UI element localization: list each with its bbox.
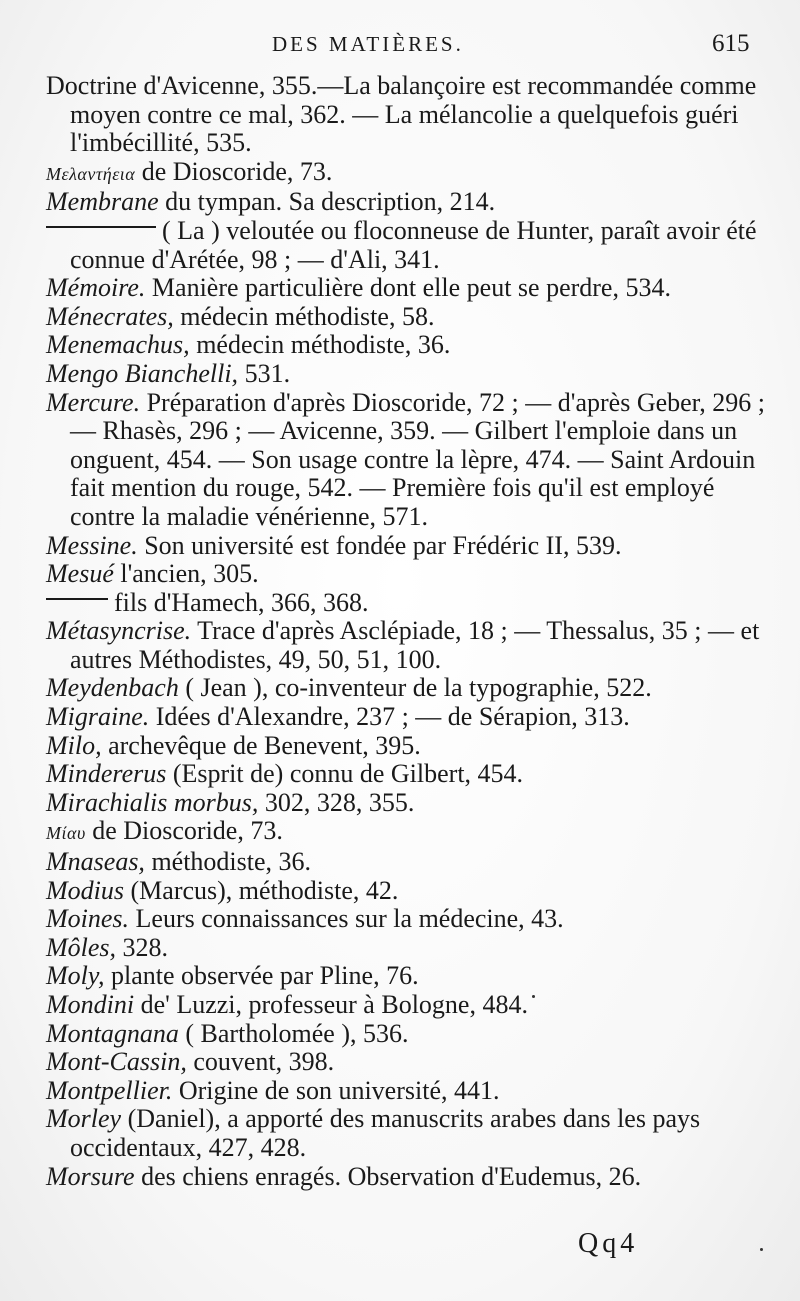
- entry-text: couvent, 398.: [186, 1047, 335, 1077]
- index-entry: [46, 934, 766, 963]
- index-entry: [46, 732, 766, 761]
- index-entry: [46, 674, 766, 703]
- entry-headword: Messine.: [46, 530, 138, 560]
- entry-text: Son université est fondée par Frédéric II, 539.: [137, 530, 622, 560]
- entry-text: du tympan. Sa description, 214.: [158, 187, 496, 217]
- entry-text: fils d'Hamech, 366, 368.: [114, 587, 369, 617]
- entry-headword: Meydenbach: [46, 673, 179, 703]
- index-entry: [46, 991, 766, 1020]
- entry-headword: Môles,: [46, 932, 117, 962]
- entry-headword: Mont-Cassin,: [46, 1047, 187, 1077]
- entry-text: ( Jean ), co-inventeur de la typographie, 522.: [178, 673, 652, 703]
- entry-headword: Métasyncrise.: [46, 616, 192, 646]
- entry-headword: Mondini: [46, 990, 135, 1019]
- entry-text: plante observée par Pline, 76.: [104, 961, 419, 991]
- entry-headword: Montagnana: [46, 1018, 179, 1048]
- index-entry: [46, 848, 766, 877]
- entry-text: Leurs connaissances sur la médecine, 43.: [129, 904, 564, 934]
- index-entry: [46, 789, 766, 818]
- index-entry: [46, 905, 766, 934]
- index-entry: [46, 1077, 766, 1106]
- entry-text: Préparation d'après Dioscoride, 72 ; — d'après Geber, 296 ; — Rhasès, 296 ; — Avicenne, 359. — Gilbert l'emploie dans un onguent, 454. — Son usage contre la lèpre, 474. — Saint Ardouin fait mention du rouge, 542. — Première fois qu'il est employé contre la maladie vénérienne, 571.: [70, 387, 766, 531]
- entry-text: 531.: [238, 358, 291, 388]
- index-entries: [46, 72, 766, 1191]
- entry-headword: Morsure: [46, 1161, 135, 1191]
- index-entry: [46, 617, 766, 674]
- page-number: 615: [712, 30, 750, 57]
- entry-text: (Esprit de) connu de Gilbert, 454.: [166, 759, 524, 789]
- ditto-dash: [46, 598, 108, 600]
- index-entry: [46, 1163, 766, 1192]
- entry-text: Trace d'après Asclépiade, 18 ; — Thessalus, 35 ; — et autres Méthodistes, 49, 50, 51, 100.: [70, 616, 760, 674]
- index-entry: [46, 158, 766, 189]
- entry-text: ( La ) veloutée ou floconneuse de Hunter, paraît avoir été connue d'Arétée, 98 ; — d'Ali, 341.: [70, 215, 757, 274]
- entry-headword: Modius: [46, 875, 124, 905]
- index-entry: [46, 760, 766, 789]
- entry-headword: Mémoire.: [46, 273, 146, 303]
- index-entry: [46, 817, 766, 848]
- running-head: DES MATIÈRES.: [272, 32, 464, 56]
- entry-headword: Mirachialis morbus,: [46, 787, 259, 817]
- entry-text: Manière particulière dont elle peut se perdre, 534.: [145, 273, 671, 303]
- entry-text: de Dioscoride, 73.: [85, 816, 283, 846]
- ditto-dash: [46, 226, 156, 228]
- index-entry: [46, 1105, 766, 1162]
- index-entry: [46, 274, 766, 303]
- page-header: [0, 26, 800, 66]
- index-entry: [46, 589, 766, 618]
- entry-headword: Migraine.: [46, 702, 150, 732]
- index-entry: [46, 1048, 766, 1077]
- entry-text: de Dioscoride, 73.: [135, 156, 333, 186]
- entry-text: Doctrine d'Avicenne, 355.—La balançoire est recommandée comme moyen contre ce mal, 362. — La mélancolie a quelquefois guéri l'imbécillité, 535.: [46, 71, 757, 158]
- entry-headword: Mengo Bianchelli,: [46, 358, 239, 388]
- entry-headword: Montpellier.: [46, 1075, 173, 1105]
- index-entry: [46, 703, 766, 732]
- index-entry: [46, 1020, 766, 1049]
- entry-text: méthodiste, 36.: [144, 847, 312, 877]
- entry-headword: Mercure.: [46, 387, 141, 417]
- entry-text: médecin méthodiste, 36.: [189, 330, 451, 360]
- entry-headword: Moly,: [46, 961, 105, 991]
- entry-headword: Membrane: [46, 187, 159, 217]
- entry-headword: Ménecrates,: [46, 301, 174, 331]
- entry-headword: Μελαντήεια: [46, 163, 136, 184]
- entry-text: ( Bartholomée ), 536.: [178, 1018, 409, 1048]
- entry-text: 328.: [116, 932, 169, 962]
- index-entry: [46, 188, 766, 217]
- entry-text: Idées d'Alexandre, 237 ; — de Sérapion, 313.: [149, 702, 630, 732]
- index-entry: [46, 72, 766, 158]
- index-entry: [46, 303, 766, 332]
- entry-headword: Mindererus: [46, 759, 167, 789]
- index-entry: [46, 560, 766, 589]
- index-entry: [46, 217, 766, 274]
- entry-text: (Marcus), méthodiste, 42.: [124, 875, 399, 905]
- entry-text: Origine de son université, 441.: [172, 1075, 500, 1105]
- entry-headword: Μίαυ: [46, 823, 86, 844]
- entry-headword: Menemachus,: [46, 330, 190, 360]
- entry-text: de' Luzzi, professeur à Bologne, 484.: [134, 990, 528, 1019]
- index-entry: [46, 532, 766, 561]
- entry-text: archevêque de Benevent, 395.: [101, 730, 421, 760]
- index-entry: [46, 389, 766, 532]
- index-entry: [46, 331, 766, 360]
- entry-headword: Mesué: [46, 559, 114, 589]
- ink-speck: [760, 1248, 763, 1251]
- entry-headword: Mnaseas,: [46, 847, 145, 877]
- index-entry: [46, 877, 766, 906]
- entry-text: des chiens enragés. Observation d'Eudemus, 26.: [134, 1161, 642, 1191]
- entry-text: (Daniel), a apporté des manuscrits arabes dans les pays occidentaux, 427, 428.: [70, 1104, 701, 1162]
- index-entry: [46, 360, 766, 389]
- entry-headword: Morley: [46, 1104, 122, 1134]
- signature-mark: Qq4: [578, 1228, 639, 1259]
- ink-speck: [532, 995, 535, 998]
- entry-headword: Moines.: [46, 904, 130, 934]
- index-entry: [46, 962, 766, 991]
- entry-headword: Milo,: [46, 730, 102, 760]
- entry-text: médecin méthodiste, 58.: [173, 301, 435, 331]
- entry-text: 302, 328, 355.: [258, 787, 415, 817]
- entry-text: l'ancien, 305.: [113, 559, 259, 589]
